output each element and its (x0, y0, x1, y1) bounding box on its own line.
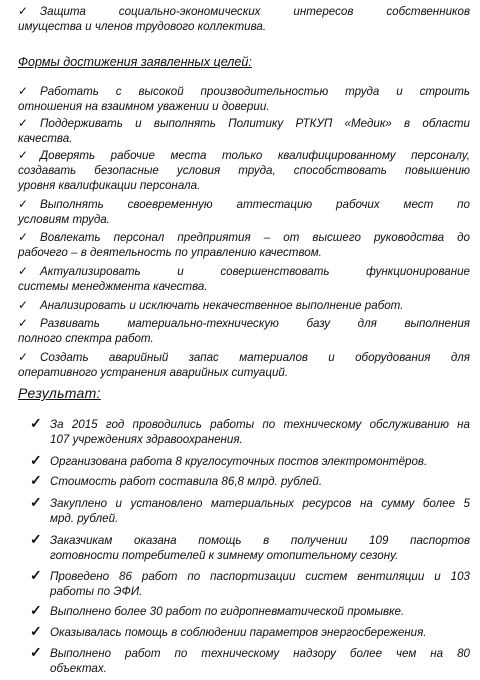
list-item (18, 230, 470, 260)
line-text: За 2015 год проводились работы по техническому обслуживанию на (50, 418, 470, 431)
checkmark-icon: ✓ (18, 4, 29, 18)
list-item (18, 264, 470, 294)
line-text: Доверять рабочие места только квалифицированному персоналу, (40, 149, 470, 162)
result-item (30, 645, 470, 676)
result-item (30, 532, 470, 563)
line-text: Актуализировать и совершенствовать функционирование (40, 265, 470, 278)
checkmark-icon: ✓ (18, 230, 29, 244)
line-text: рабочего – в деятельность по управлению качеством. (18, 246, 322, 260)
list-item (18, 116, 470, 146)
checkmark-icon: ✓ (18, 298, 29, 312)
list-item (18, 197, 470, 227)
list-item (18, 298, 470, 313)
line-text: Закуплено и установлено материальных ресурсов на сумму более 5 (50, 497, 470, 510)
line-text: уровня квалификации персонала. (18, 179, 201, 193)
line-text: полного спектра работ. (18, 332, 154, 346)
line-text: Защита социально-экономических интересов собственников (40, 5, 470, 18)
line-text: системы менеджмента качества. (18, 280, 208, 294)
line-text: Анализировать и исключать некачественное выполнение работ. (40, 299, 404, 312)
line-text: работы по ЭФИ. (50, 585, 143, 599)
line-text: качества. (18, 132, 73, 146)
line-text: создавать безопасные условия труда, способствовать повышению (18, 164, 470, 178)
line-text: Заказчикам оказана помощь в получении 109 паспортов (50, 534, 470, 547)
line-text: Выполнять своевременную аттестацию рабочих мест по (40, 198, 470, 211)
line-text: Работать с высокой производительностью труда и строить (40, 85, 470, 98)
line-text: Поддерживать и выполнять Политику РТКУП «Медик» в области (40, 117, 470, 130)
result-item (30, 453, 470, 469)
list-item (18, 316, 470, 346)
checkmark-icon: ✓ (18, 148, 29, 162)
section-title-results: Результат: (18, 385, 101, 401)
line-text: мрд. рублей. (50, 512, 119, 526)
result-item (30, 624, 470, 640)
checkmark-icon: ✓ (30, 494, 42, 510)
line-text: имущества и членов трудового коллектива. (18, 20, 267, 34)
line-text: отношения на взаимном уважении и доверии. (18, 100, 270, 114)
line-text: объектах. (50, 662, 107, 676)
checkmark-icon: ✓ (18, 197, 29, 211)
checkmark-icon: ✓ (30, 472, 42, 488)
line-text: Проведено 86 работ по паспортизации систем вентиляции и 103 (50, 570, 470, 583)
list-item (18, 148, 470, 194)
checkmark-icon: ✓ (30, 602, 42, 618)
line-text: Организована работа 8 круглосуточных постов электромонтёров. (50, 455, 428, 468)
result-item (30, 473, 470, 489)
line-text: условиям труда. (18, 213, 110, 227)
line-text: Выполнено более 30 работ по гидропневматической промывке. (50, 605, 405, 618)
line-text: оперативного устранения аварийных ситуаций. (18, 366, 289, 380)
line-text: Создать аварийный запас материалов и оборудования для (40, 351, 470, 364)
result-item (30, 603, 470, 619)
intro-list-item (18, 4, 470, 34)
checkmark-icon: ✓ (18, 116, 29, 130)
checkmark-icon: ✓ (30, 644, 42, 660)
line-text: Выполнено работ по техническому надзору более чем на 80 (50, 647, 470, 660)
checkmark-icon: ✓ (18, 316, 29, 330)
line-text: Стоимость работ составила 86,8 млрд. рублей. (50, 475, 323, 488)
list-item (18, 84, 470, 114)
result-item (30, 495, 470, 526)
result-item (30, 416, 470, 447)
result-item (30, 568, 470, 599)
list-item (18, 350, 470, 380)
section-title-forms: Формы достижения заявленных целей: (18, 55, 252, 69)
line-text: Вовлекать персонал предприятия – от высшего руководства до (40, 231, 470, 244)
line-text: готовности потребителей к зимнему отопительному сезону. (50, 549, 399, 563)
checkmark-icon: ✓ (30, 415, 42, 431)
line-text: 107 учреждениях здравоохранения. (50, 433, 243, 447)
checkmark-icon: ✓ (30, 567, 42, 583)
line-text: Развивать материально-техническую базу для выполнения (40, 317, 470, 330)
checkmark-icon: ✓ (30, 452, 42, 468)
checkmark-icon: ✓ (18, 350, 29, 364)
checkmark-icon: ✓ (30, 531, 42, 547)
checkmark-icon: ✓ (30, 623, 42, 639)
line-text: Оказывалась помощь в соблюдении параметров энергосбережения. (50, 626, 427, 639)
checkmark-icon: ✓ (18, 264, 29, 278)
checkmark-icon: ✓ (18, 84, 29, 98)
